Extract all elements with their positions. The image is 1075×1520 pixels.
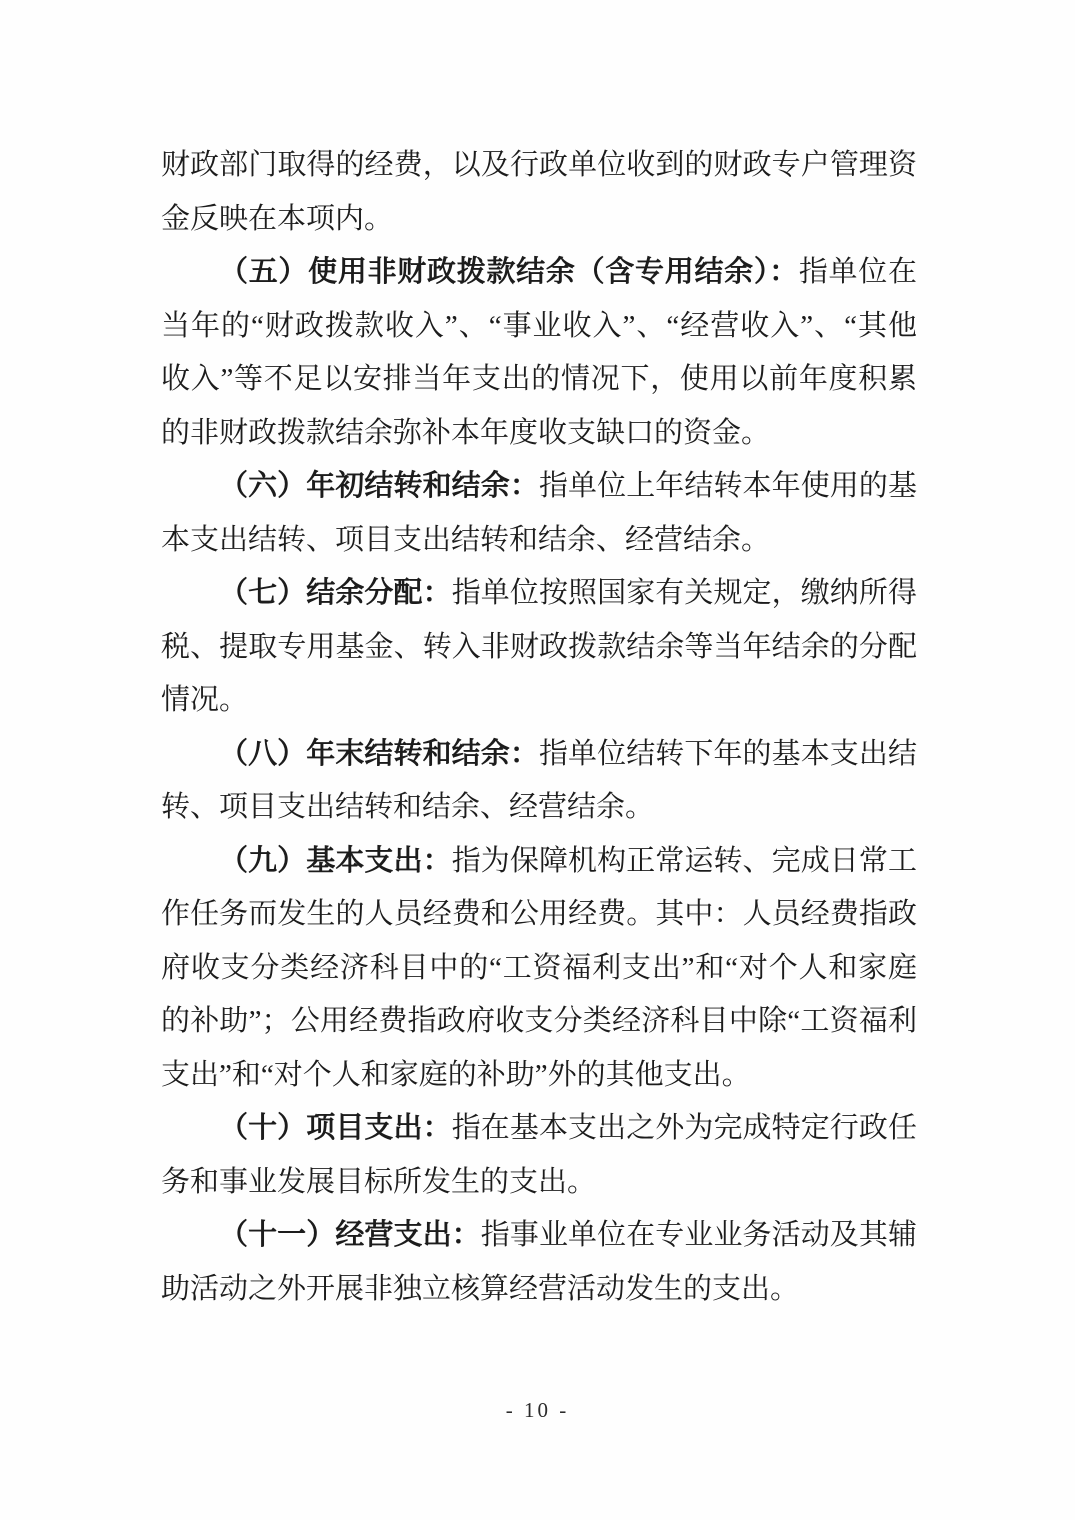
paragraph-item-7	[161, 567, 917, 728]
paragraph-item-5	[161, 246, 917, 460]
paragraph-body: 指单位上年结转本年使用的基本支出结转、项目支出结转和结余、经营结余。	[161, 470, 917, 556]
paragraph-body: 指事业单位在专业业务活动及其辅助活动之外开展非独立核算经营活动发生的支出。	[161, 1219, 917, 1305]
paragraph-head: （六）年初结转和结余：	[219, 470, 539, 502]
paragraph-body: 指在基本支出之外为完成特定行政任务和事业发展目标所发生的支出。	[161, 1112, 917, 1198]
paragraph-item-10	[161, 1102, 917, 1209]
paragraph-continuation	[161, 139, 917, 246]
paragraph-body: 指单位在当年的“财政拨款收入”、“事业收入”、“经营收入”、“其他收入”等不足以安排当年支出的情况下，使用以前年度积累的非财政拨款结余弥补本年度收支缺口的资金。	[161, 256, 917, 449]
paragraph-body: 财政部门取得的经费，以及行政单位收到的财政专户管理资金反映在本项内。	[161, 149, 917, 235]
paragraph-item-6	[161, 460, 917, 567]
paragraph-item-8	[161, 728, 917, 835]
paragraph-head: （七）结余分配：	[219, 577, 452, 609]
paragraph-head: （八）年末结转和结余：	[219, 737, 539, 770]
text-content	[161, 139, 917, 1316]
paragraph-item-9	[161, 835, 917, 1103]
paragraph-head: （九）基本支出：	[219, 844, 452, 877]
paragraph-body: 指为保障机构正常运转、完成日常工作任务而发生的人员经费和公用经费。其中：人员经费指政府收支分类经济科目中的“工资福利支出”和“对个人和家庭的补助”；公用经费指政府收支分类经济科目中除“工资福利支出”和“对个人和家庭的补助”外的其他支出。	[161, 844, 917, 1091]
paragraph-head: （五）使用非财政拨款结余（含专用结余）：	[219, 256, 799, 288]
paragraph-head: （十）项目支出：	[219, 1112, 452, 1144]
paragraph-body: 指单位结转下年的基本支出结转、项目支出结转和结余、经营结余。	[161, 737, 917, 823]
paragraph-body: 指单位按照国家有关规定，缴纳所得税、提取专用基金、转入非财政拨款结余等当年结余的分配情况。	[161, 577, 917, 716]
paragraph-item-11	[161, 1209, 917, 1316]
page-number: - 10 -	[505, 1398, 570, 1422]
paragraph-head: （十一）经营支出：	[219, 1219, 481, 1251]
